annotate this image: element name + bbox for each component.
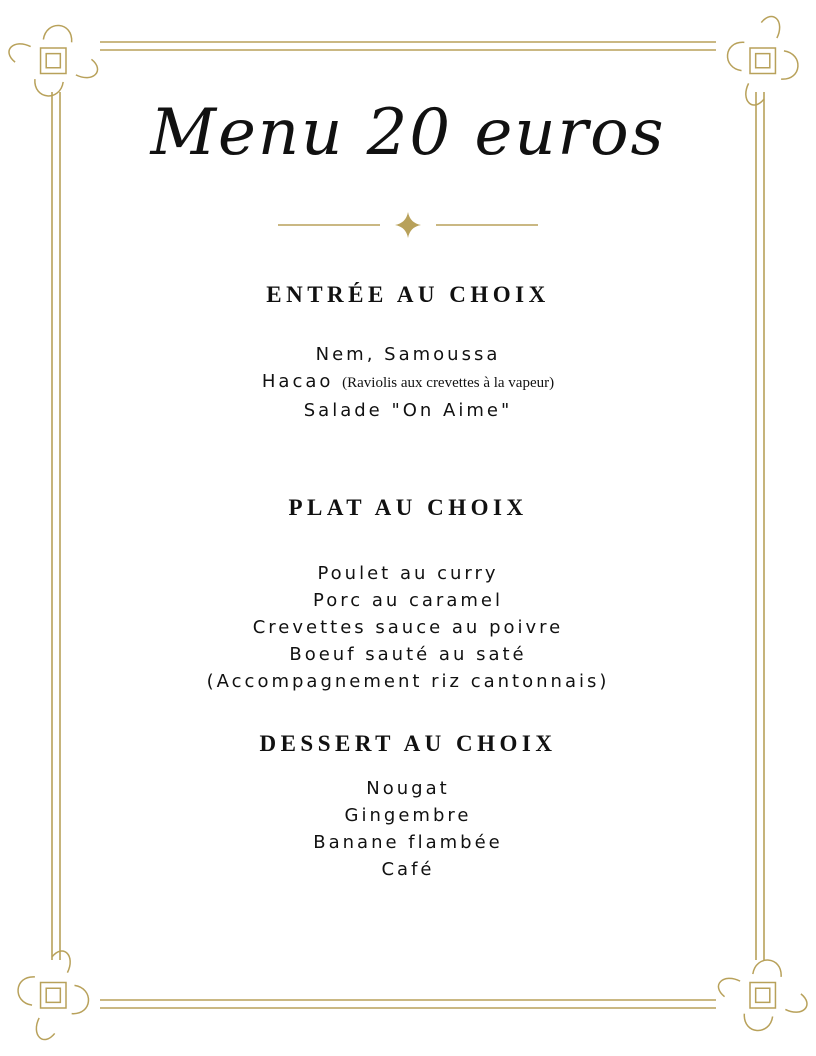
menu-title: Menu 20 euros xyxy=(150,96,666,170)
menu-item: Salade "On Aime" xyxy=(303,400,513,421)
menu-item: Café xyxy=(381,859,435,880)
menu-item: Poulet au curry xyxy=(317,563,499,584)
section-items-plat xyxy=(0,560,816,695)
corner-ornament-bottom-right xyxy=(712,945,813,1046)
four-point-star-icon xyxy=(395,212,421,238)
menu-item xyxy=(0,368,816,397)
menu-item: (Accompagnement riz cantonnais) xyxy=(206,671,610,692)
menu-item-label: Hacao xyxy=(261,371,334,392)
section-items-entree xyxy=(0,341,816,424)
corner-ornament-bottom-left xyxy=(3,945,104,1046)
menu-item: Porc au caramel xyxy=(313,590,503,611)
title-divider xyxy=(276,210,540,240)
section-items-dessert xyxy=(0,775,816,883)
menu-item: Nem, Samoussa xyxy=(315,344,501,365)
menu-item: Banane flambée xyxy=(313,832,503,853)
menu-item: Crevettes sauce au poivre xyxy=(252,617,564,638)
menu-item: Boeuf sauté au saté xyxy=(289,644,527,665)
section-heading-dessert: DESSERT AU CHOIX xyxy=(259,731,557,756)
section-heading-plat: PLAT AU CHOIX xyxy=(288,495,528,520)
menu-item-note: (Raviolis aux crevettes à la vapeur) xyxy=(342,375,555,391)
menu-item: Gingembre xyxy=(344,805,472,826)
section-heading-entree: ENTRÉE AU CHOIX xyxy=(266,282,550,307)
menu-item: Nougat xyxy=(366,778,450,799)
